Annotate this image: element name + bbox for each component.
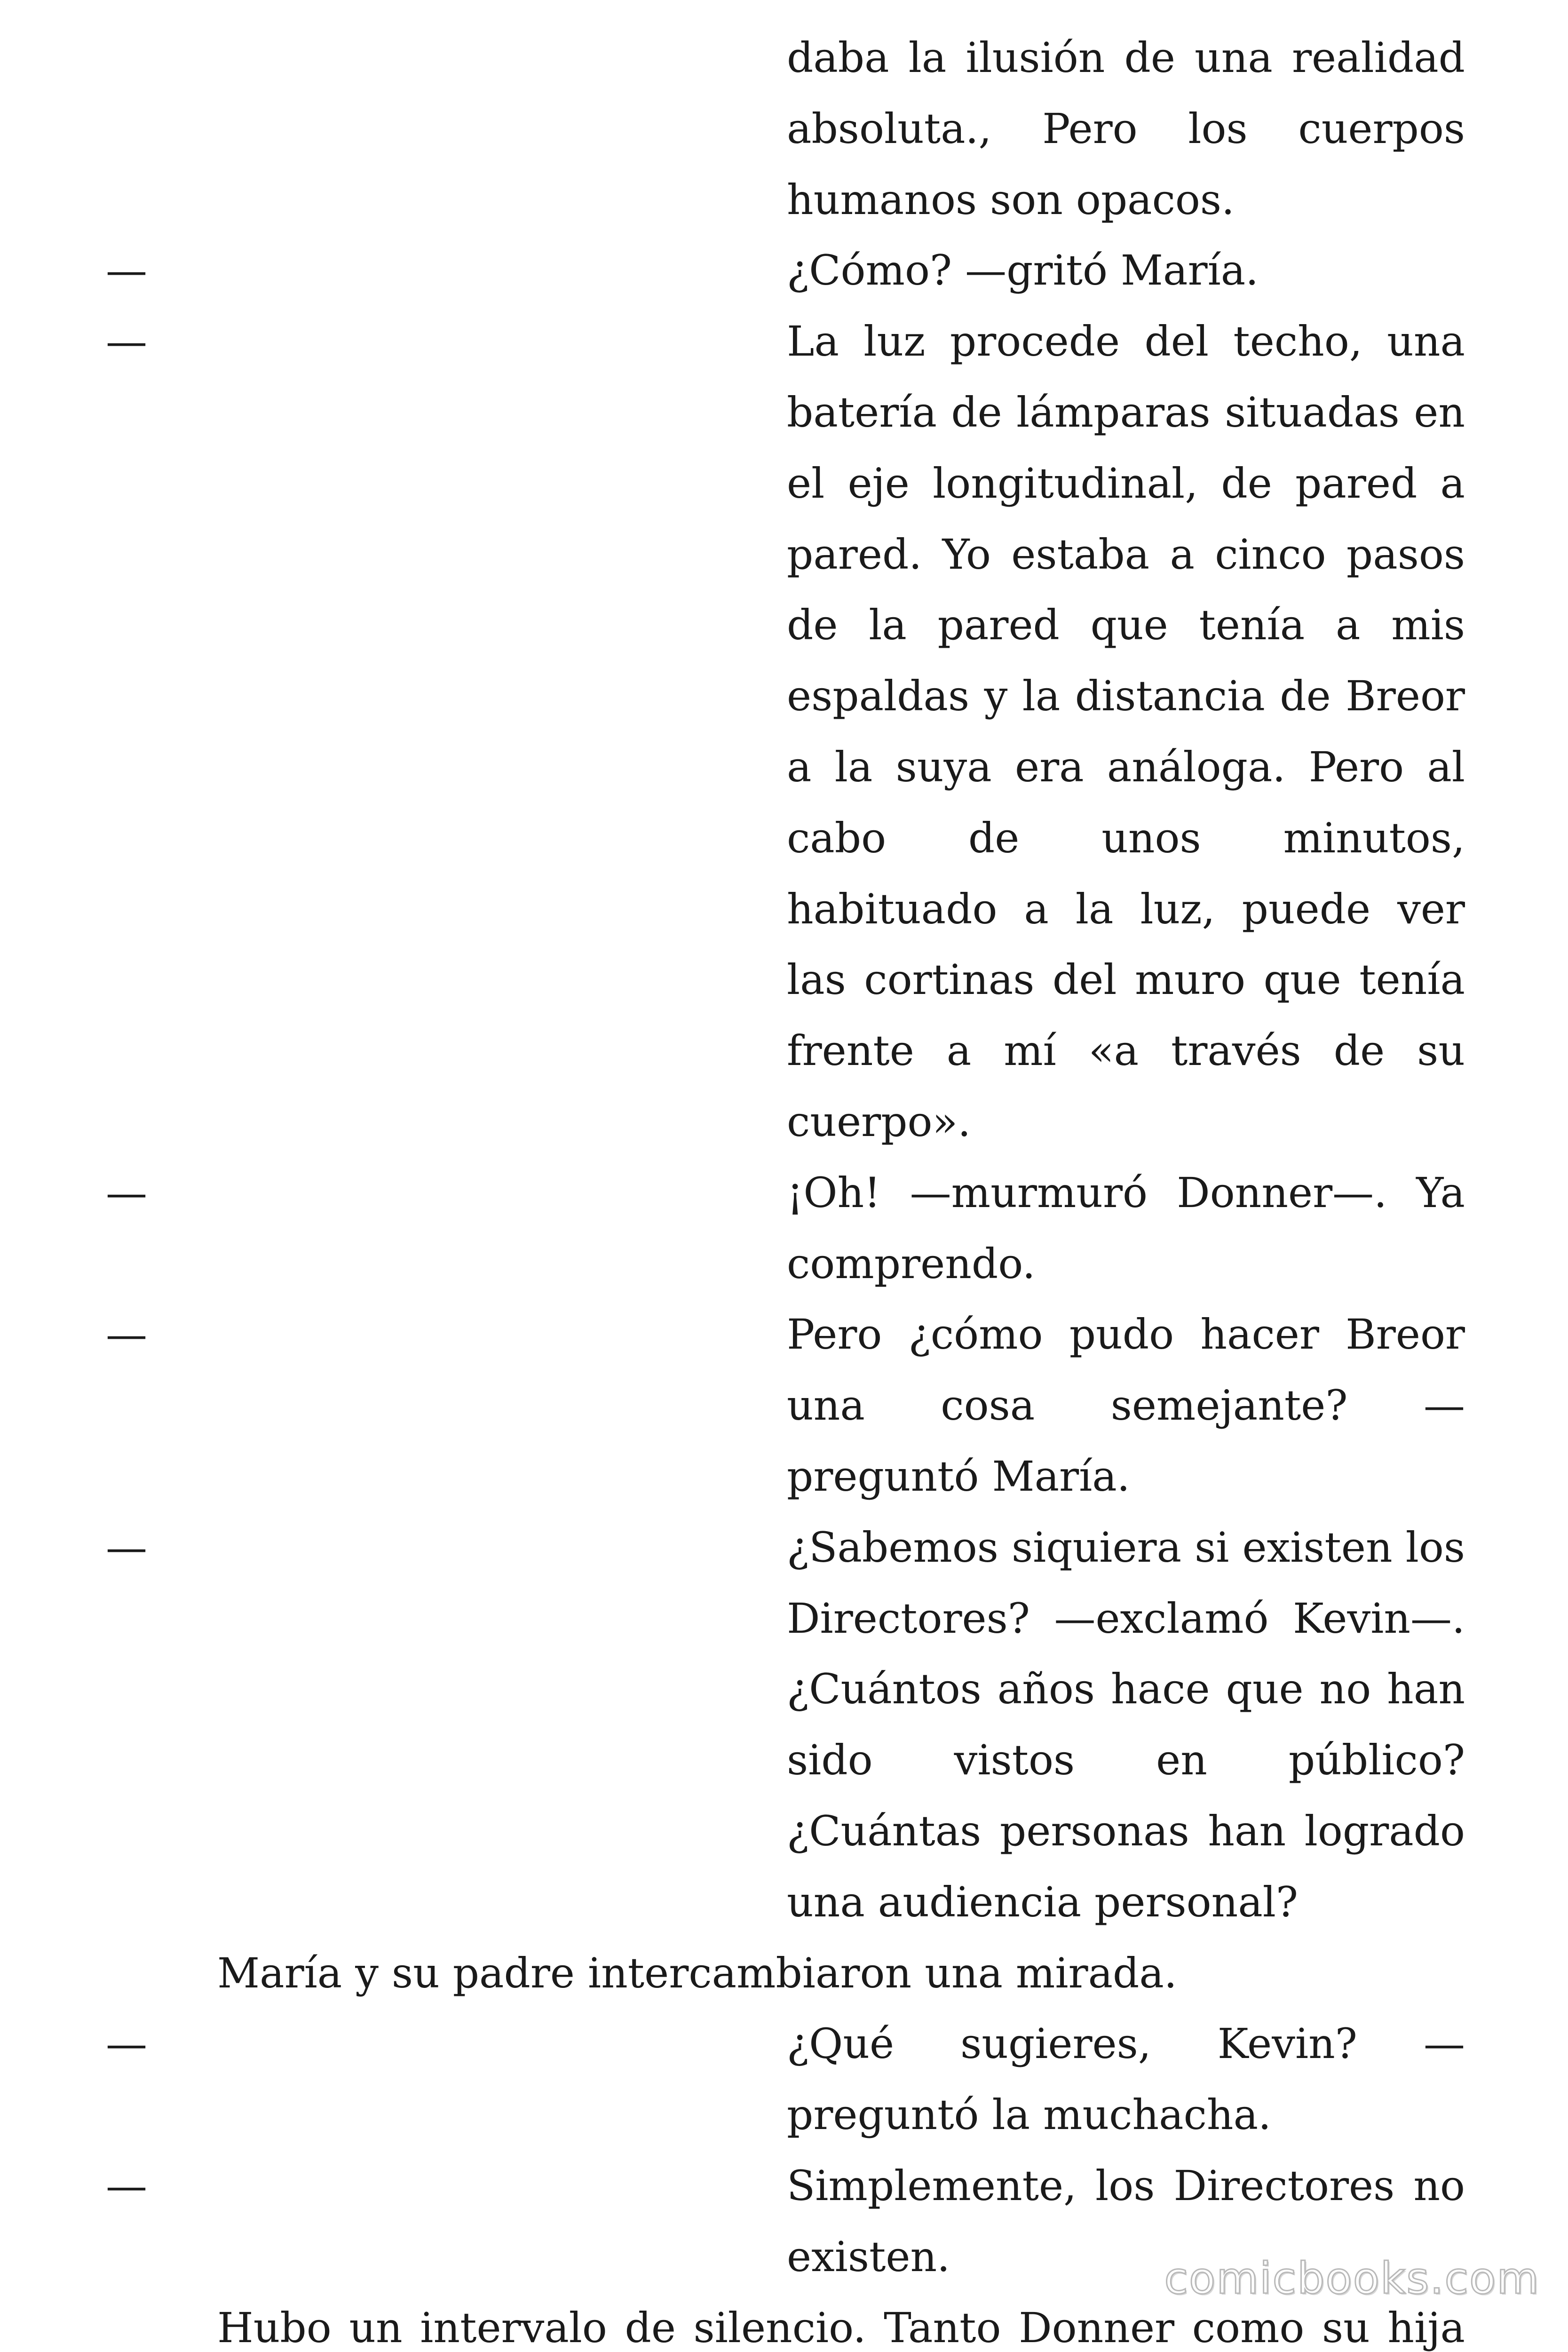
dialogue-line — [106, 1158, 1465, 1300]
dialogue-dash: — — [106, 2161, 147, 2210]
dialogue-dash: — — [106, 246, 147, 295]
dialogue-text: La luz procede del techo, una batería de lámparas situadas en el eje longitudinal, de pared a pared. Yo estaba a cinco pasos de la pared que tenía a mis espaldas y la distancia de Breor a la suya era análoga. Pero al cabo de unos minutos, habituado a la luz, puede ver las cortinas del muro que tenía frente a mí «a través de su cuerpo». — [787, 317, 1465, 1146]
dialogue-dash: — — [106, 1168, 147, 1217]
dialogue-text: ¿Qué sugieres, Kevin? —preguntó la muchacha. — [787, 2019, 1465, 2139]
continued-text: daba la ilusión de una realidad absoluta., Pero los cuerpos humanos son opacos. — [787, 33, 1465, 224]
paragraph: Hubo un intervalo de silencio. Tanto Donner como su hija — [217, 2303, 1465, 2352]
dialogue-line — [106, 1512, 1465, 1938]
paragraph: María y su padre intercambiaron una mirada. — [217, 1948, 1177, 1997]
dialogue-line — [106, 1299, 1465, 1512]
dialogue-dash: — — [106, 2019, 147, 2068]
dialogue-dash: — — [106, 1523, 147, 1572]
dialogue-line — [106, 306, 1465, 1158]
page-text — [106, 23, 1465, 2352]
dialogue-dash: — — [106, 317, 147, 366]
dialogue-text: Pero ¿cómo pudo hacer Breor una cosa semejante? —preguntó María. — [787, 1310, 1465, 1501]
dialogue-dash: — — [106, 1310, 147, 1359]
dialogue-text: ¿Cómo? —gritó María. — [787, 246, 1259, 295]
dialogue-line — [106, 235, 1465, 306]
watermark: comicbooks.com — [1164, 2253, 1540, 2304]
dialogue-text: ¡Oh! —murmuró Donner—. Ya comprendo. — [787, 1168, 1465, 1288]
dialogue-text: Simplemente, los Directores no existen. — [787, 2161, 1465, 2281]
dialogue-text: ¿Sabemos siquiera si existen los Directores? —exclamó Kevin—. ¿Cuántos años hace que no han sido vistos en público? ¿Cuántas personas han logrado una audiencia personal? — [787, 1523, 1465, 1926]
dialogue-line — [106, 2009, 1465, 2151]
